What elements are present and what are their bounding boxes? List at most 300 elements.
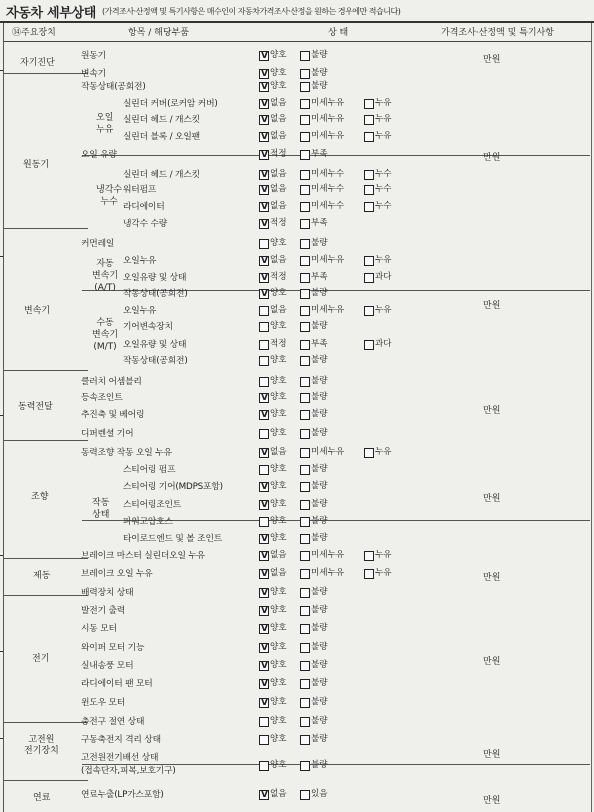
status-checkbox[interactable] xyxy=(300,239,310,249)
status-checkbox[interactable] xyxy=(364,115,374,125)
status-checkbox[interactable] xyxy=(300,624,310,634)
status-option[interactable] xyxy=(259,659,287,672)
status-option[interactable] xyxy=(259,759,287,772)
inspection-item-label: 작동상태(공회전) xyxy=(123,356,188,366)
inspection-item-label: 구동축전지 격리 상태 xyxy=(81,735,161,745)
status-checkbox[interactable] xyxy=(300,273,310,283)
status-checkbox[interactable] xyxy=(259,517,269,527)
status-option-label: 양호 xyxy=(270,376,287,386)
status-option[interactable] xyxy=(300,788,328,801)
status-checkbox[interactable] xyxy=(259,170,269,180)
status-option[interactable] xyxy=(300,733,328,746)
status-option[interactable] xyxy=(300,200,344,213)
status-option[interactable] xyxy=(259,788,287,801)
status-option[interactable] xyxy=(259,200,287,213)
status-option[interactable] xyxy=(259,515,287,528)
status-checkbox[interactable] xyxy=(300,661,310,671)
status-checkbox[interactable] xyxy=(259,239,269,249)
status-checkbox[interactable] xyxy=(300,256,310,266)
status-checkbox[interactable] xyxy=(300,735,310,745)
status-checkbox[interactable] xyxy=(300,698,310,708)
status-checkbox[interactable] xyxy=(364,132,374,142)
inspection-item-label: 충전구 절연 상태 xyxy=(81,717,145,727)
status-checkbox[interactable] xyxy=(259,606,269,616)
inspection-item-label: 워터펌프 xyxy=(123,185,157,195)
status-checkbox[interactable] xyxy=(300,643,310,653)
status-option[interactable] xyxy=(300,532,328,545)
status-option[interactable] xyxy=(300,677,328,690)
status-option-label: 불량 xyxy=(311,464,328,474)
status-option-label: 불량 xyxy=(311,623,328,633)
status-option[interactable] xyxy=(364,271,392,284)
status-option[interactable] xyxy=(300,148,328,161)
status-option-label: 불량 xyxy=(311,734,328,744)
status-checkbox[interactable] xyxy=(300,115,310,125)
status-option-label: 양호 xyxy=(270,409,287,419)
status-option[interactable] xyxy=(259,287,287,300)
status-option[interactable] xyxy=(259,49,287,62)
status-checkbox[interactable] xyxy=(259,256,269,266)
row-separator xyxy=(4,722,88,723)
status-checkbox[interactable] xyxy=(259,377,269,387)
status-option-label: 없음 xyxy=(270,550,287,560)
status-option-label: 양호 xyxy=(270,238,287,248)
status-option[interactable] xyxy=(259,446,287,459)
status-option[interactable] xyxy=(300,67,328,80)
status-checkbox[interactable] xyxy=(364,99,374,109)
status-option[interactable] xyxy=(300,463,328,476)
status-option-label: 양호 xyxy=(270,678,287,688)
status-option[interactable] xyxy=(364,200,392,213)
status-option-label: 적정 xyxy=(270,218,287,228)
group-label-fuel: 연료 xyxy=(33,793,51,803)
status-checkbox[interactable] xyxy=(300,429,310,439)
status-checkbox[interactable] xyxy=(300,82,310,92)
status-option-label: 부족 xyxy=(311,272,328,282)
status-checkbox[interactable] xyxy=(364,273,374,283)
status-checkbox[interactable] xyxy=(364,448,374,458)
status-checkbox[interactable] xyxy=(300,410,310,420)
status-option[interactable] xyxy=(300,217,328,230)
status-option[interactable] xyxy=(259,733,287,746)
status-option-label: 불량 xyxy=(311,760,328,770)
status-checkbox[interactable] xyxy=(259,588,269,598)
status-checkbox[interactable] xyxy=(300,289,310,299)
status-checkbox[interactable] xyxy=(259,202,269,212)
status-checkbox[interactable] xyxy=(259,534,269,544)
status-checkbox[interactable] xyxy=(259,69,269,79)
status-checkbox[interactable] xyxy=(259,643,269,653)
status-checkbox[interactable] xyxy=(259,51,269,61)
status-checkbox[interactable] xyxy=(259,448,269,458)
status-checkbox[interactable] xyxy=(300,377,310,387)
subgroup-label-auto-trans: 자동 변속기 (A/T) xyxy=(92,259,119,293)
status-option[interactable] xyxy=(259,113,287,126)
margin-tick xyxy=(0,738,3,739)
status-option[interactable] xyxy=(300,622,328,635)
status-option-label: 불량 xyxy=(311,587,328,597)
status-checkbox[interactable] xyxy=(364,170,374,180)
status-option[interactable] xyxy=(300,168,344,181)
status-option[interactable] xyxy=(259,549,287,562)
price-unit: 만원 xyxy=(483,657,501,667)
status-option[interactable] xyxy=(259,320,287,333)
status-option[interactable] xyxy=(300,113,344,126)
status-option[interactable] xyxy=(259,677,287,690)
status-option[interactable] xyxy=(364,446,392,459)
margin-tick xyxy=(0,651,3,652)
status-option-label: 양호 xyxy=(270,481,287,491)
inspection-item-label: 타이로드엔드 및 볼 조인트 xyxy=(123,534,223,544)
status-option[interactable] xyxy=(259,696,287,709)
status-checkbox[interactable] xyxy=(300,340,310,350)
status-option-label: 누수 xyxy=(375,169,392,179)
status-option[interactable] xyxy=(259,586,287,599)
status-option[interactable] xyxy=(300,375,328,388)
right-border xyxy=(591,23,592,812)
status-option[interactable] xyxy=(300,254,344,267)
status-option[interactable] xyxy=(300,659,328,672)
row-separator xyxy=(82,155,590,156)
status-option[interactable] xyxy=(300,408,328,421)
status-checkbox[interactable] xyxy=(300,170,310,180)
status-option-label: 없음 xyxy=(270,255,287,265)
status-option[interactable] xyxy=(259,641,287,654)
status-checkbox[interactable] xyxy=(300,448,310,458)
status-option[interactable] xyxy=(259,622,287,635)
status-option[interactable] xyxy=(300,446,344,459)
status-option-label: 미세누유 xyxy=(311,305,345,315)
status-checkbox[interactable] xyxy=(300,482,310,492)
inspection-item-label: 작동상태(공회전) xyxy=(123,289,188,299)
status-option[interactable] xyxy=(300,498,328,511)
status-option[interactable] xyxy=(259,67,287,80)
status-checkbox[interactable] xyxy=(259,679,269,689)
status-option[interactable] xyxy=(259,97,287,110)
status-checkbox[interactable] xyxy=(300,500,310,510)
status-option[interactable] xyxy=(300,354,328,367)
status-option-label: 과다 xyxy=(375,339,392,349)
status-option[interactable] xyxy=(300,715,328,728)
status-checkbox[interactable] xyxy=(300,569,310,579)
status-option[interactable] xyxy=(300,696,328,709)
status-option[interactable] xyxy=(364,549,392,562)
status-option-label: 불량 xyxy=(311,238,328,248)
status-option-label: 불량 xyxy=(311,605,328,615)
status-option-label: 미세누유 xyxy=(311,98,345,108)
status-option[interactable] xyxy=(300,320,328,333)
status-option-label: 적정 xyxy=(270,272,287,282)
status-option-label: 없음 xyxy=(270,568,287,578)
status-option[interactable] xyxy=(364,97,392,110)
status-option[interactable] xyxy=(300,304,344,317)
status-option-label: 누유 xyxy=(375,98,392,108)
status-checkbox[interactable] xyxy=(300,150,310,160)
status-option-label: 양호 xyxy=(270,660,287,670)
status-checkbox[interactable] xyxy=(259,624,269,634)
status-option[interactable] xyxy=(364,168,392,181)
status-option[interactable] xyxy=(300,97,344,110)
status-checkbox[interactable] xyxy=(259,551,269,561)
header-rule xyxy=(0,21,594,23)
status-option[interactable] xyxy=(300,237,328,250)
status-option[interactable] xyxy=(259,168,287,181)
row-separator xyxy=(4,440,88,441)
status-option-label: 미세누수 xyxy=(311,169,345,179)
status-option-label: 불량 xyxy=(311,68,328,78)
status-checkbox[interactable] xyxy=(259,82,269,92)
status-checkbox[interactable] xyxy=(300,465,310,475)
status-checkbox[interactable] xyxy=(364,202,374,212)
status-checkbox[interactable] xyxy=(300,202,310,212)
status-checkbox[interactable] xyxy=(259,482,269,492)
status-option-label: 미세누유 xyxy=(311,131,345,141)
status-option-label: 누유 xyxy=(375,550,392,560)
status-option[interactable] xyxy=(259,375,287,388)
status-option-label: 없음 xyxy=(270,305,287,315)
status-option[interactable] xyxy=(364,183,392,196)
inspection-item-label: 시동 모터 xyxy=(81,624,117,634)
status-option[interactable] xyxy=(259,271,287,284)
status-checkbox[interactable] xyxy=(300,132,310,142)
status-option[interactable] xyxy=(300,183,344,196)
status-option[interactable] xyxy=(364,304,392,317)
status-checkbox[interactable] xyxy=(300,393,310,403)
status-option-label: 없음 xyxy=(270,789,287,799)
price-unit: 만원 xyxy=(483,750,501,760)
status-option-label: 양호 xyxy=(270,81,287,91)
status-option-label: 불량 xyxy=(311,321,328,331)
status-checkbox[interactable] xyxy=(300,322,310,332)
form-title: 자동차 세부상태 xyxy=(6,5,97,21)
status-option-label: 누유 xyxy=(375,114,392,124)
status-checkbox[interactable] xyxy=(259,717,269,727)
status-checkbox[interactable] xyxy=(300,306,310,316)
status-checkbox[interactable] xyxy=(364,256,374,266)
status-checkbox[interactable] xyxy=(300,517,310,527)
status-option-label: 불량 xyxy=(311,81,328,91)
status-option[interactable] xyxy=(300,641,328,654)
status-option[interactable] xyxy=(259,183,287,196)
status-checkbox[interactable] xyxy=(300,356,310,366)
subgroup-label-coolant-leak: 냉각수 누수 xyxy=(96,185,123,207)
status-checkbox[interactable] xyxy=(259,356,269,366)
status-option-label: 미세누수 xyxy=(311,184,345,194)
status-checkbox[interactable] xyxy=(259,185,269,195)
status-checkbox[interactable] xyxy=(259,273,269,283)
status-option[interactable] xyxy=(300,427,328,440)
status-option[interactable] xyxy=(300,391,328,404)
status-option-label: 양호 xyxy=(270,760,287,770)
inspection-item-label: 변속기 xyxy=(81,69,106,79)
status-option[interactable] xyxy=(300,604,328,617)
status-checkbox[interactable] xyxy=(300,99,310,109)
status-option[interactable] xyxy=(300,338,328,351)
status-option-label: 없음 xyxy=(270,184,287,194)
status-checkbox[interactable] xyxy=(364,185,374,195)
status-option-label: 양호 xyxy=(270,623,287,633)
status-checkbox[interactable] xyxy=(259,761,269,771)
status-option-label: 불량 xyxy=(311,409,328,419)
status-checkbox[interactable] xyxy=(300,185,310,195)
status-option-label: 부족 xyxy=(311,339,328,349)
status-checkbox[interactable] xyxy=(300,679,310,689)
status-option-label: 없음 xyxy=(270,447,287,457)
status-option[interactable] xyxy=(300,49,328,62)
status-checkbox[interactable] xyxy=(300,551,310,561)
row-separator xyxy=(4,558,88,559)
status-checkbox[interactable] xyxy=(259,115,269,125)
row-separator xyxy=(4,228,88,229)
status-option[interactable] xyxy=(259,463,287,476)
inspection-item-label: 브레이크 마스터 실린더오일 누유 xyxy=(81,551,205,561)
form-subtitle: (가격조사·산정액 및 특기사항은 매수인이 자동차가격조사·산정을 원하는 경우에만 적습니다) xyxy=(102,6,401,16)
status-option[interactable] xyxy=(259,604,287,617)
status-option-label: 불량 xyxy=(311,660,328,670)
status-option[interactable] xyxy=(259,567,287,580)
status-option-label: 불량 xyxy=(311,697,328,707)
status-option-label: 불량 xyxy=(311,355,328,365)
status-checkbox[interactable] xyxy=(259,661,269,671)
status-checkbox[interactable] xyxy=(364,340,374,350)
inspection-item-label: 라디에이터 xyxy=(123,202,165,212)
inspection-item-label: 실린더 헤드 / 개스킷 xyxy=(123,115,200,125)
inspection-item-label: 스티어링 펌프 xyxy=(123,465,176,475)
status-option[interactable] xyxy=(300,80,328,93)
status-checkbox[interactable] xyxy=(259,500,269,510)
status-option-label: 양호 xyxy=(270,516,287,526)
status-option[interactable] xyxy=(259,532,287,545)
status-option-label: 양호 xyxy=(270,605,287,615)
status-checkbox[interactable] xyxy=(300,717,310,727)
price-unit: 만원 xyxy=(483,796,501,806)
price-unit: 만원 xyxy=(483,153,501,163)
status-option[interactable] xyxy=(259,480,287,493)
status-option[interactable] xyxy=(259,254,287,267)
status-option-label: 미세누유 xyxy=(311,255,345,265)
status-checkbox[interactable] xyxy=(259,99,269,109)
group-label-steering: 조향 xyxy=(31,492,49,502)
status-option[interactable] xyxy=(259,391,287,404)
status-checkbox[interactable] xyxy=(259,132,269,142)
status-checkbox[interactable] xyxy=(259,306,269,316)
status-option-label: 없음 xyxy=(270,201,287,211)
status-option[interactable] xyxy=(300,549,344,562)
status-option[interactable] xyxy=(259,80,287,93)
status-option-label: 불량 xyxy=(311,481,328,491)
status-checkbox[interactable] xyxy=(300,588,310,598)
status-option[interactable] xyxy=(364,113,392,126)
status-option-label: 없음 xyxy=(270,131,287,141)
inspection-item-label: 오일유량 및 상태 xyxy=(123,340,187,350)
inspection-item-label: 연료누출(LP가스포함) xyxy=(81,790,164,800)
status-option-label: 미세누유 xyxy=(311,447,345,457)
status-option[interactable] xyxy=(300,480,328,493)
status-option[interactable] xyxy=(259,217,287,230)
inspection-item-label: 커먼레일 xyxy=(81,239,115,249)
inspection-item-label: 디퍼렌셜 기어 xyxy=(81,429,134,439)
inspection-item-label: 작동상태(공회전) xyxy=(81,82,146,92)
status-checkbox[interactable] xyxy=(259,410,269,420)
status-option[interactable] xyxy=(300,271,328,284)
status-option-label: 누유 xyxy=(375,255,392,265)
status-checkbox[interactable] xyxy=(364,551,374,561)
status-checkbox[interactable] xyxy=(300,69,310,79)
status-option[interactable] xyxy=(364,338,392,351)
status-checkbox[interactable] xyxy=(259,393,269,403)
status-option-label: 불량 xyxy=(311,288,328,298)
status-checkbox[interactable] xyxy=(259,569,269,579)
status-checkbox[interactable] xyxy=(300,534,310,544)
status-checkbox[interactable] xyxy=(259,322,269,332)
status-option[interactable] xyxy=(300,586,328,599)
status-option[interactable] xyxy=(300,567,344,580)
left-border xyxy=(3,23,4,812)
status-option-label: 불량 xyxy=(311,642,328,652)
status-option[interactable] xyxy=(259,715,287,728)
status-checkbox[interactable] xyxy=(259,150,269,160)
status-checkbox[interactable] xyxy=(259,219,269,229)
price-unit: 만원 xyxy=(483,494,501,504)
status-option[interactable] xyxy=(364,567,392,580)
status-option[interactable] xyxy=(300,759,328,772)
status-option-label: 없음 xyxy=(270,98,287,108)
status-option[interactable] xyxy=(259,338,287,351)
status-option-label: 양호 xyxy=(270,734,287,744)
status-option[interactable] xyxy=(300,287,328,300)
status-checkbox[interactable] xyxy=(259,465,269,475)
status-option[interactable] xyxy=(259,130,287,143)
status-option[interactable] xyxy=(259,148,287,161)
status-option[interactable] xyxy=(364,130,392,143)
status-option[interactable] xyxy=(300,130,344,143)
status-checkbox[interactable] xyxy=(259,698,269,708)
status-checkbox[interactable] xyxy=(300,790,310,800)
status-checkbox[interactable] xyxy=(259,340,269,350)
inspection-item-label: 동력조향 작동 오일 누유 xyxy=(81,448,172,458)
status-option[interactable] xyxy=(259,427,287,440)
status-checkbox[interactable] xyxy=(364,569,374,579)
status-checkbox[interactable] xyxy=(259,735,269,745)
status-option-label: 적정 xyxy=(270,149,287,159)
status-option[interactable] xyxy=(259,304,287,317)
status-checkbox[interactable] xyxy=(259,429,269,439)
status-option-label: 있음 xyxy=(311,789,328,799)
status-option[interactable] xyxy=(364,254,392,267)
status-option-label: 양호 xyxy=(270,392,287,402)
status-checkbox[interactable] xyxy=(259,790,269,800)
status-option-label: 누유 xyxy=(375,568,392,578)
status-checkbox[interactable] xyxy=(300,761,310,771)
status-checkbox[interactable] xyxy=(300,606,310,616)
status-checkbox[interactable] xyxy=(259,289,269,299)
inspection-item-label: 등속조인트 xyxy=(81,393,123,403)
status-option[interactable] xyxy=(259,498,287,511)
status-option[interactable] xyxy=(259,408,287,421)
status-option[interactable] xyxy=(259,354,287,367)
status-option[interactable] xyxy=(259,237,287,250)
status-checkbox[interactable] xyxy=(300,219,310,229)
status-option-label: 불량 xyxy=(311,392,328,402)
status-option-label: 부족 xyxy=(311,218,328,228)
subgroup-label-oil-leak: 오일 누유 xyxy=(96,113,114,135)
status-checkbox[interactable] xyxy=(364,306,374,316)
status-option[interactable] xyxy=(300,515,328,528)
price-unit: 만원 xyxy=(483,55,501,65)
inspection-item-label: 스티어링 기어(MDPS포함) xyxy=(123,482,223,492)
status-checkbox[interactable] xyxy=(300,51,310,61)
inspection-item-label: 실린더 블록 / 오일팬 xyxy=(123,132,200,142)
